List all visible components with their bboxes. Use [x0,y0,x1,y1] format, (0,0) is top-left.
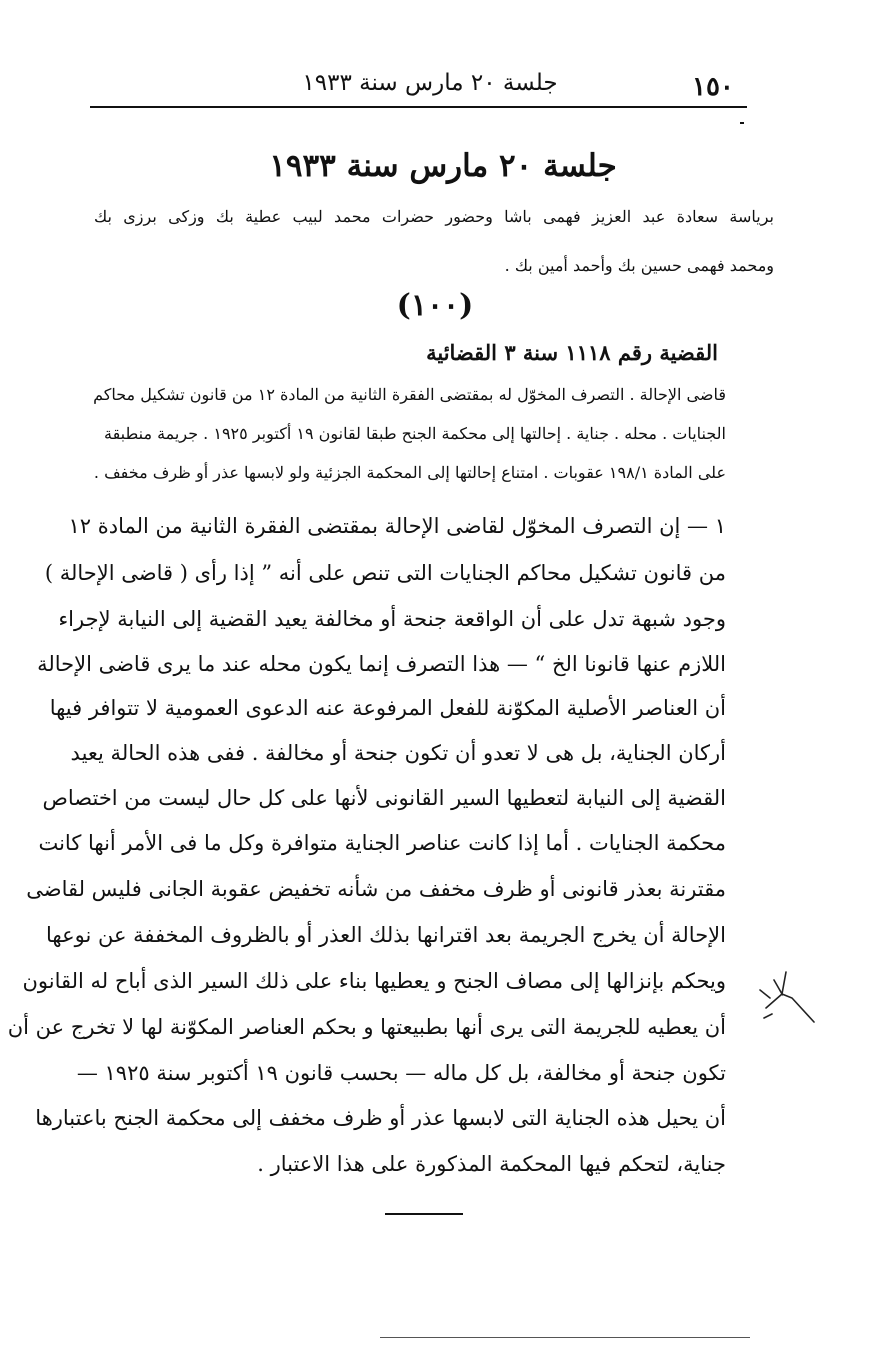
body-line: محكمة الجنايات . أما إذا كانت عناصر الجناية متوافرة وكل ما فى الأمر أنها كانت [38,831,726,855]
footer-rule [380,1337,750,1338]
body-line: تكون جنحة أو مخالفة، بل كل ماله — بحسب قانون ١٩ أكتوبر سنة ١٩٢٥ — [76,1061,726,1085]
body-line: من قانون تشكيل محاكم الجنايات التى تنص على أنه ” إذا رأى ( قاضى الإحالة ) [44,561,726,585]
summary-line: قاضى الإحالة . التصرف المخوّل له بمقتضى الفقرة الثانية من المادة ١٢ من قانون تشكيل محاكم [93,385,726,404]
running-title: جلسة ٢٠ مارس سنة ١٩٣٣ [302,70,558,96]
body-line: القضية إلى النيابة لتعطيها السير القانونى لأنها على كل حال ليست من اختصاص [42,786,726,810]
body-line: جناية، لتحكم فيها المحكمة المذكورة على هذا الاعتبار . [257,1152,726,1176]
body-line: ١ — إن التصرف المخوّل لقاضى الإحالة بمقتضى الفقرة الثانية من المادة ١٢ [68,514,726,538]
case-number: (١٠٠) [396,288,474,323]
body-line: وجود شبهة تدل على أن الواقعة جنحة أو مخالفة يعيد القضية إلى النيابة لإجراء [58,607,726,631]
body-line: أن يعطيه للجريمة التى يرى أنها بطبيعتها و بحكم العناصر المكوّنة لها لا تخرج عن أن [7,1015,726,1039]
session-title: جلسة ٢٠ مارس سنة ١٩٣٣ [269,148,617,184]
case-title: القضية رقم ١١١٨ سنة ٣ القضائية [426,340,718,365]
summary-line: على المادة ١٩٨/١ عقوبات . امتناع إحالتها إلى المحكمة الجزئية ولو لابسها عذر أو ظرف مخفف . [93,463,726,482]
presidency-line: ومحمد فهمى حسين بك وأحمد أمين بك . [504,256,774,275]
body-line: مقترنة بعذر قانونى أو ظرف مخفف من شأنه تخفيض عقوبة الجانى فليس لقاضى [26,877,726,901]
end-rule [385,1213,463,1215]
body-line: اللازم عنها قانونا الخ “ — هذا التصرف إنما يكون محله عند ما يرى قاضى الإحالة [37,652,726,676]
header-rule [90,106,747,108]
body-line: ويحكم بإنزالها إلى مصاف الجنح و يعطيها بناء على ذلك السير الذى أباح له القانون [22,969,726,993]
summary-line: الجنايات . محله . جناية . إحالتها إلى محكمة الجنح طبقا لقانون ١٩ أكتوبر ١٩٢٥ . جريمة منطبقة [103,424,726,443]
body-line: الإحالة أن يخرج الجريمة بعد اقترانها بذلك العذر أو بالظروف المخففة عن نوعها [45,923,726,947]
handwritten-margin-mark-icon [752,968,816,1028]
body-line: أركان الجناية، بل هى لا تعدو أن تكون جنحة أو مخالفة . ففى هذه الحالة يعيد [70,741,726,765]
body-line: أن يحيل هذه الجناية التى لابسها عذر أو ظرف مخفف إلى محكمة الجنح باعتبارها [35,1106,726,1130]
page-number: ١٥٠ [692,72,734,102]
body-line: أن العناصر الأصلية المكوّنة للفعل المرفوعة عنه الدعوى العمومية لا تتوافر فيها [49,696,726,720]
header-tick-mark [740,122,744,124]
presidency-line: برياسة سعادة عبد العزيز فهمى باشا وحضور حضرات محمد لبيب عطية بك وزكى برزى بك [94,207,774,226]
